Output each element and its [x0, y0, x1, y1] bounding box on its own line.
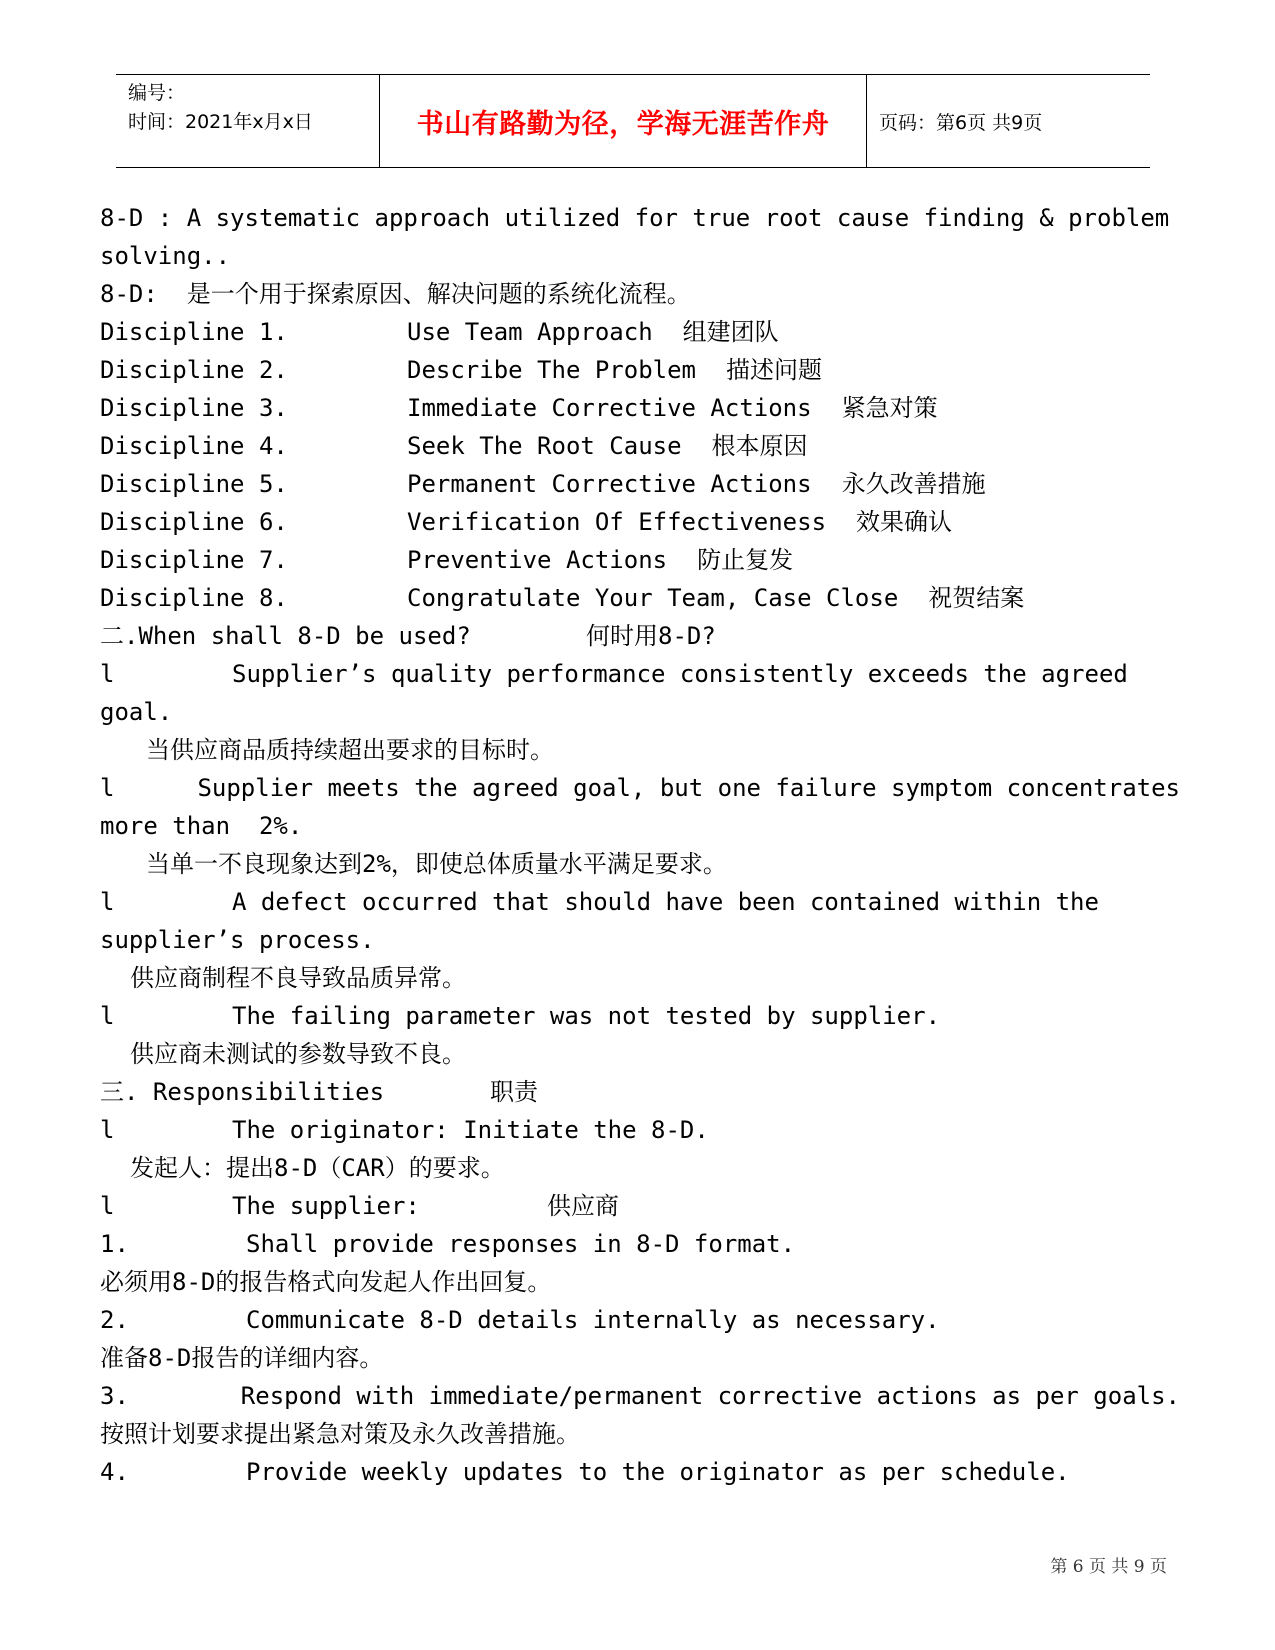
discipline-list: [100, 313, 1180, 617]
discipline-cn: 紧急对策: [841, 394, 938, 422]
usage-item: [100, 769, 1180, 807]
discipline-en: Use Team Approach: [407, 318, 653, 346]
discipline-en: Immediate Corrective Actions: [407, 394, 812, 422]
header-motto-cell: [380, 75, 867, 167]
time-label: 时间：2021年x月x日: [128, 111, 313, 133]
usage-en-line1: Supplier’s quality performance consistently exceeds the agreed: [232, 660, 1128, 688]
number-label: 编号：: [128, 82, 186, 104]
duty-number: 3.: [100, 1382, 129, 1410]
discipline-cn: 祝贺结案: [928, 584, 1025, 612]
discipline-row: [100, 389, 1180, 427]
discipline-en: Permanent Corrective Actions: [407, 470, 812, 498]
section3-title-cn: 职责: [490, 1078, 538, 1106]
discipline-cn: 根本原因: [711, 432, 808, 460]
usage-en-line2: supplier’s process.: [100, 926, 375, 954]
usage-cn: 供应商制程不良导致品质异常。: [130, 964, 466, 992]
discipline-label: Discipline 7.: [100, 546, 288, 574]
duty-number: 1.: [100, 1230, 129, 1258]
discipline-label: Discipline 3.: [100, 394, 288, 422]
section3-title: 三. Responsibilities: [100, 1078, 385, 1106]
usage-item: [100, 655, 1180, 693]
discipline-en: Congratulate Your Team, Case Close: [407, 584, 899, 612]
intro-en-line1: 8-D : A systematic approach utilized for true root cause finding & problem: [100, 204, 1170, 232]
discipline-row: [100, 351, 1180, 389]
discipline-row: [100, 541, 1180, 579]
discipline-en: Describe The Problem: [407, 356, 696, 384]
duty-number: 4.: [100, 1458, 129, 1486]
page-footer: 第 6 页 共 9 页: [1050, 1557, 1167, 1577]
page-header: [116, 74, 1150, 168]
discipline-en: Verification Of Effectiveness: [407, 508, 827, 536]
discipline-cn: 永久改善措施: [841, 470, 986, 498]
document-body: [100, 199, 1180, 1491]
section2-heading: [100, 617, 1180, 655]
bullet: l: [100, 888, 115, 916]
duty-item: [100, 1377, 1180, 1415]
usage-item: [100, 883, 1180, 921]
discipline-label: Discipline 2.: [100, 356, 288, 384]
usage-cn: 当单一不良现象达到2%，即使总体质量水平满足要求。: [146, 850, 727, 878]
discipline-cn: 组建团队: [682, 318, 779, 346]
discipline-label: Discipline 4.: [100, 432, 288, 460]
bullet: l: [100, 1002, 115, 1030]
duty-cn: 按照计划要求提出紧急对策及永久改善措施。: [100, 1420, 580, 1448]
discipline-label: Discipline 8.: [100, 584, 288, 612]
discipline-row: [100, 465, 1180, 503]
discipline-label: Discipline 1.: [100, 318, 288, 346]
originator-en: The originator: Initiate the 8-D.: [232, 1116, 709, 1144]
supplier-cn: 供应商: [547, 1192, 619, 1220]
section2-title-cn: 何时用8-D?: [586, 622, 716, 650]
originator-row: [100, 1111, 1180, 1149]
usage-en-line1: The failing parameter was not tested by supplier.: [232, 1002, 941, 1030]
bullet: l: [100, 660, 115, 688]
duty-cn: 准备8-D报告的详细内容。: [100, 1344, 384, 1372]
usage-cn: 供应商未测试的参数导致不良。: [130, 1040, 466, 1068]
usage-cn: 当供应商品质持续超出要求的目标时。: [146, 736, 554, 764]
supplier-en: The supplier:: [232, 1192, 420, 1220]
duty-en: Respond with immediate/permanent corrective actions as per goals.: [240, 1382, 1180, 1410]
duty-list: [100, 1225, 1180, 1491]
discipline-cn: 效果确认: [856, 508, 953, 536]
motto-text: 书山有路勤为径，学海无涯苦作舟: [416, 108, 830, 140]
duty-cn: 必须用8-D的报告格式向发起人作出回复。: [100, 1268, 552, 1296]
discipline-row: [100, 313, 1180, 351]
usage-item: [100, 997, 1180, 1035]
section2-title: 二.When shall 8-D be used?: [100, 622, 471, 650]
duty-item: [100, 1301, 1180, 1339]
usage-en-line1: A defect occurred that should have been contained within the: [232, 888, 1099, 916]
usage-en-line2: more than 2%.: [100, 812, 303, 840]
header-info-cell: [116, 75, 380, 167]
supplier-row: [100, 1187, 1180, 1225]
intro-en-line2: solving..: [100, 242, 231, 270]
discipline-cn: 描述问题: [725, 356, 822, 384]
discipline-row: [100, 427, 1180, 465]
originator-cn: 发起人：提出8-D（CAR）的要求。: [130, 1154, 505, 1182]
page-number-label: 页码：第6页 共9页: [879, 111, 1043, 134]
header-page-cell: [867, 75, 1150, 167]
section3-heading: [100, 1073, 1180, 1111]
intro-cn: 8-D: 是一个用于探索原因、解决问题的系统化流程。: [100, 280, 691, 308]
duty-en: Provide weekly updates to the originator as per schedule.: [246, 1458, 1070, 1486]
discipline-row: [100, 503, 1180, 541]
bullet: l: [100, 1192, 115, 1220]
discipline-cn: 防止复发: [697, 546, 794, 574]
duty-en: Communicate 8-D details internally as necessary.: [246, 1306, 940, 1334]
usage-en-line2: goal.: [100, 698, 173, 726]
discipline-row: [100, 579, 1180, 617]
discipline-en: Preventive Actions: [407, 546, 668, 574]
duty-item: [100, 1453, 1180, 1491]
duty-en: Shall provide responses in 8-D format.: [246, 1230, 796, 1258]
discipline-en: Seek The Root Cause: [407, 432, 682, 460]
discipline-label: Discipline 5.: [100, 470, 288, 498]
bullet: l: [100, 774, 115, 802]
bullet: l: [100, 1116, 115, 1144]
usage-list: [100, 655, 1180, 1073]
discipline-label: Discipline 6.: [100, 508, 288, 536]
duty-number: 2.: [100, 1306, 129, 1334]
duty-item: [100, 1225, 1180, 1263]
usage-en-line1: Supplier meets the agreed goal, but one failure symptom concentrates: [197, 774, 1180, 802]
